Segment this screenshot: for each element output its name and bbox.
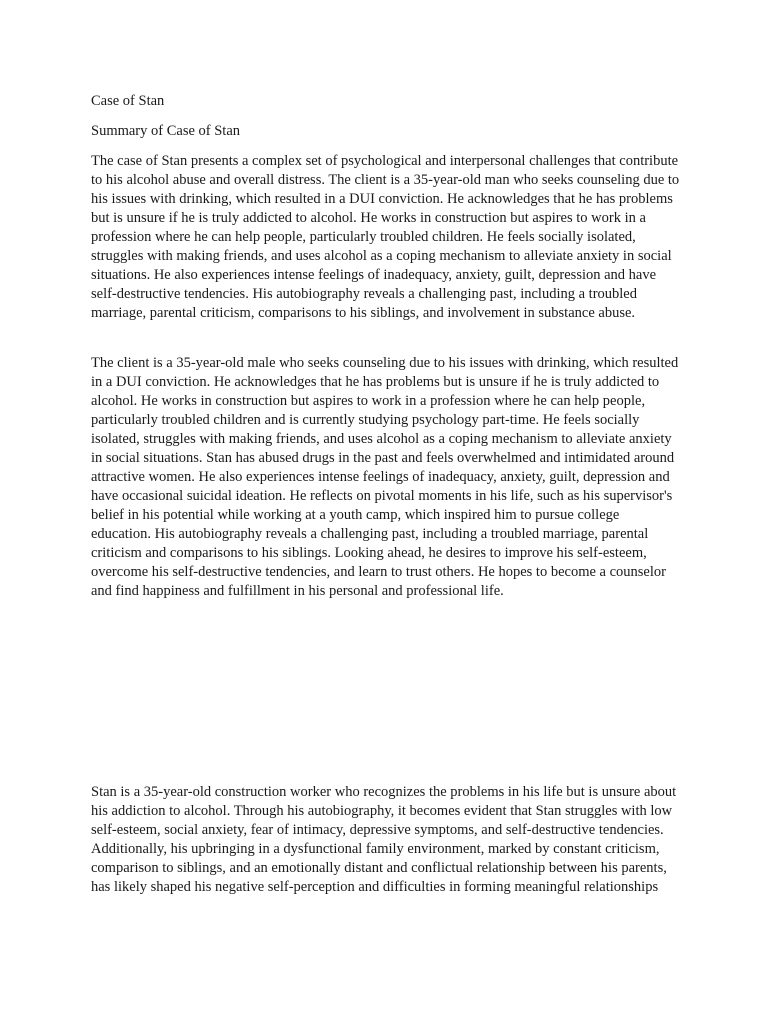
document-title: Case of Stan bbox=[91, 93, 165, 109]
client-description-paragraph: The client is a 35-year-old male who seeks counseling due to his issues with drinking, which resulted in a DUI conviction. He acknowledges that he has problems but is unsure if he is truly addicted to alcohol. He works in construction but aspires to work in a profession where he can help people, particularly troubled children and is currently studying psychology part-time. He feels socially isolated, struggles with making friends, and uses alcohol as a coping mechanism to alleviate anxiety in social situations. Stan has abused drugs in the past and feels overwhelmed and intimidated around attractive women. He also experiences intense feelings of inadequacy, anxiety, guilt, depression and have occasional suicidal ideation. He reflects on pivotal moments in his life, such as his supervisor's belief in his potential while working at a youth camp, which inspired him to pursue college education. His autobiography reveals a challenging past, including a troubled marriage, parental criticism and comparisons to his siblings. Looking ahead, he desires to improve his self-esteem, overcome his self-destructive tendencies, and learn to trust others. He hopes to become a counselor and find happiness and fulfillment in his personal and professional life. bbox=[91, 355, 679, 599]
analysis-paragraph: Stan is a 35-year-old construction worker who recognizes the problems in his life but is unsure about his addiction to alcohol. Through his autobiography, it becomes evident that Stan struggles with low self-esteem, social anxiety, fear of intimacy, depressive symptoms, and self-destructive tendencies. Additionally, his upbringing in a dysfunctional family environment, marked by constant criticism, comparison to siblings, and an emotionally distant and conflictual relationship between his parents, has likely shaped his negative self-perception and difficulties in forming meaningful relationships bbox=[91, 784, 677, 895]
document-subtitle: Summary of Case of Stan bbox=[91, 123, 241, 139]
summary-paragraph: The case of Stan presents a complex set of psychological and interpersonal challenges that contribute to his alcohol abuse and overall distress. The client is a 35-year-old man who seeks counseling due to his issues with drinking, which resulted in a DUI conviction. He acknowledges that he has problems but is unsure if he is truly addicted to alcohol. He works in construction but aspires to work in a profession where he can help people, particularly troubled children. He feels socially isolated, struggles with making friends, and uses alcohol as a coping mechanism to alleviate anxiety in social situations. He also experiences intense feelings of inadequacy, anxiety, guilt, depression and have self-destructive tendencies. His autobiography reveals a challenging past, including a troubled marriage, parental criticism, comparisons to his siblings, and involvement in substance abuse. bbox=[91, 153, 680, 321]
